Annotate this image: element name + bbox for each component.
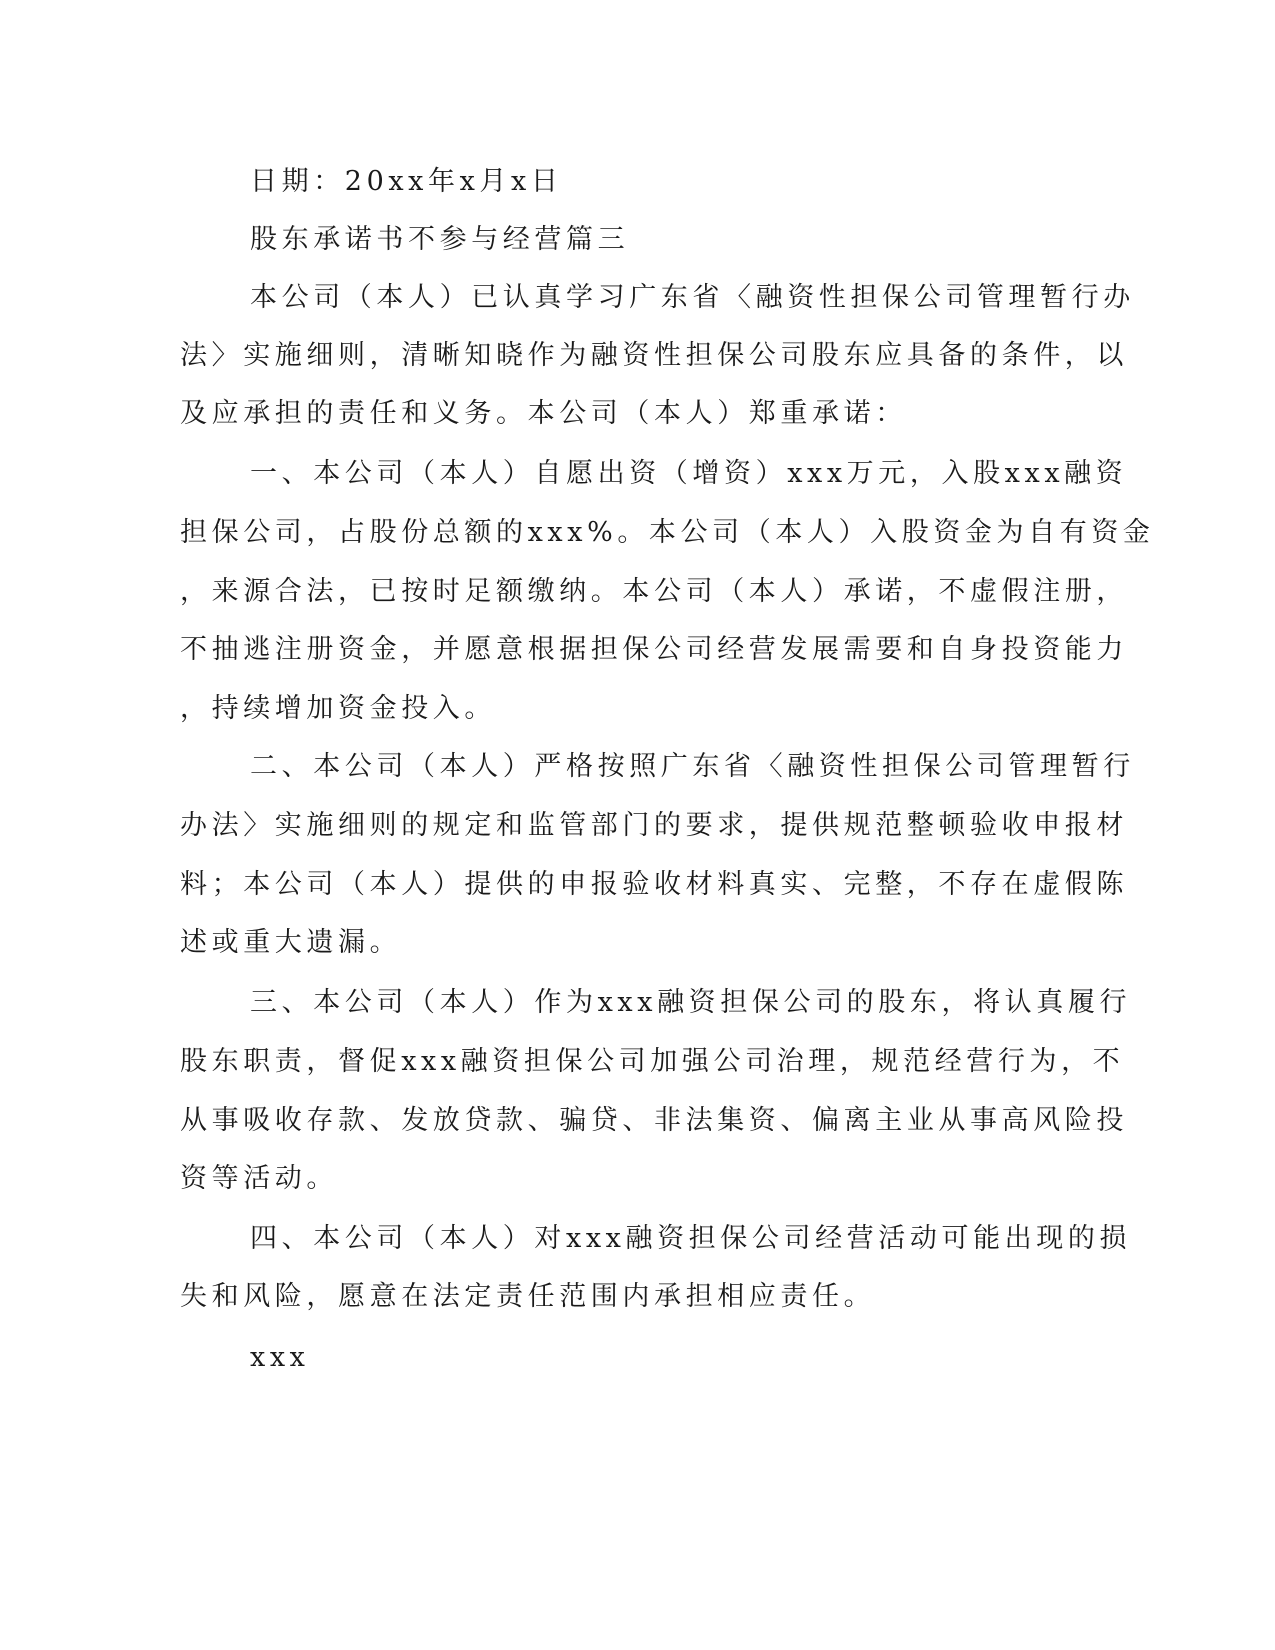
- paragraph-line: 办法〉实施细则的规定和监管部门的要求，提供规范整顿验收申报材: [180, 810, 1128, 841]
- paragraph-line: 不抽逃注册资金，并愿意根据担保公司经营发展需要和自身投资能力: [180, 634, 1128, 665]
- paragraph-line: ，持续增加资金投入。: [180, 693, 496, 724]
- section-title: 股东承诺书不参与经营篇三: [250, 224, 630, 255]
- paragraph-line: 及应承担的责任和义务。本公司（本人）郑重承诺：: [180, 398, 907, 429]
- paragraph-line: 本公司（本人）已认真学习广东省〈融资性担保公司管理暂行办: [250, 282, 1135, 313]
- paragraph-line: 法〉实施细则，清晰知晓作为融资性担保公司股东应具备的条件，以: [180, 340, 1128, 371]
- date-line: 日期：20xx年x月x日: [250, 166, 563, 197]
- paragraph-line: 股东职责，督促xxx融资担保公司加强公司治理，规范经营行为，不: [180, 1046, 1125, 1077]
- paragraph-line: 述或重大遗漏。: [180, 927, 402, 958]
- paragraph-line: 从事吸收存款、发放贷款、骗贷、非法集资、偏离主业从事高风险投: [180, 1105, 1128, 1136]
- paragraph-line: 料；本公司（本人）提供的申报验收材料真实、完整，不存在虚假陈: [180, 869, 1128, 900]
- paragraph-line: ，来源合法，已按时足额缴纳。本公司（本人）承诺，不虚假注册，: [180, 576, 1128, 607]
- paragraph-line: 二、本公司（本人）严格按照广东省〈融资性担保公司管理暂行: [250, 751, 1135, 782]
- paragraph-line: 担保公司，占股份总额的xxx%。本公司（本人）入股资金为自有资金: [180, 517, 1155, 548]
- signature: xxx: [250, 1342, 310, 1373]
- paragraph-line: 三、本公司（本人）作为xxx融资担保公司的股东，将认真履行: [250, 987, 1132, 1018]
- paragraph-line: 资等活动。: [180, 1163, 338, 1194]
- paragraph-line: 一、本公司（本人）自愿出资（增资）xxx万元，入股xxx融资: [250, 458, 1128, 489]
- paragraph-line: 失和风险，愿意在法定责任范围内承担相应责任。: [180, 1281, 876, 1312]
- paragraph-line: 四、本公司（本人）对xxx融资担保公司经营活动可能出现的损: [250, 1223, 1132, 1254]
